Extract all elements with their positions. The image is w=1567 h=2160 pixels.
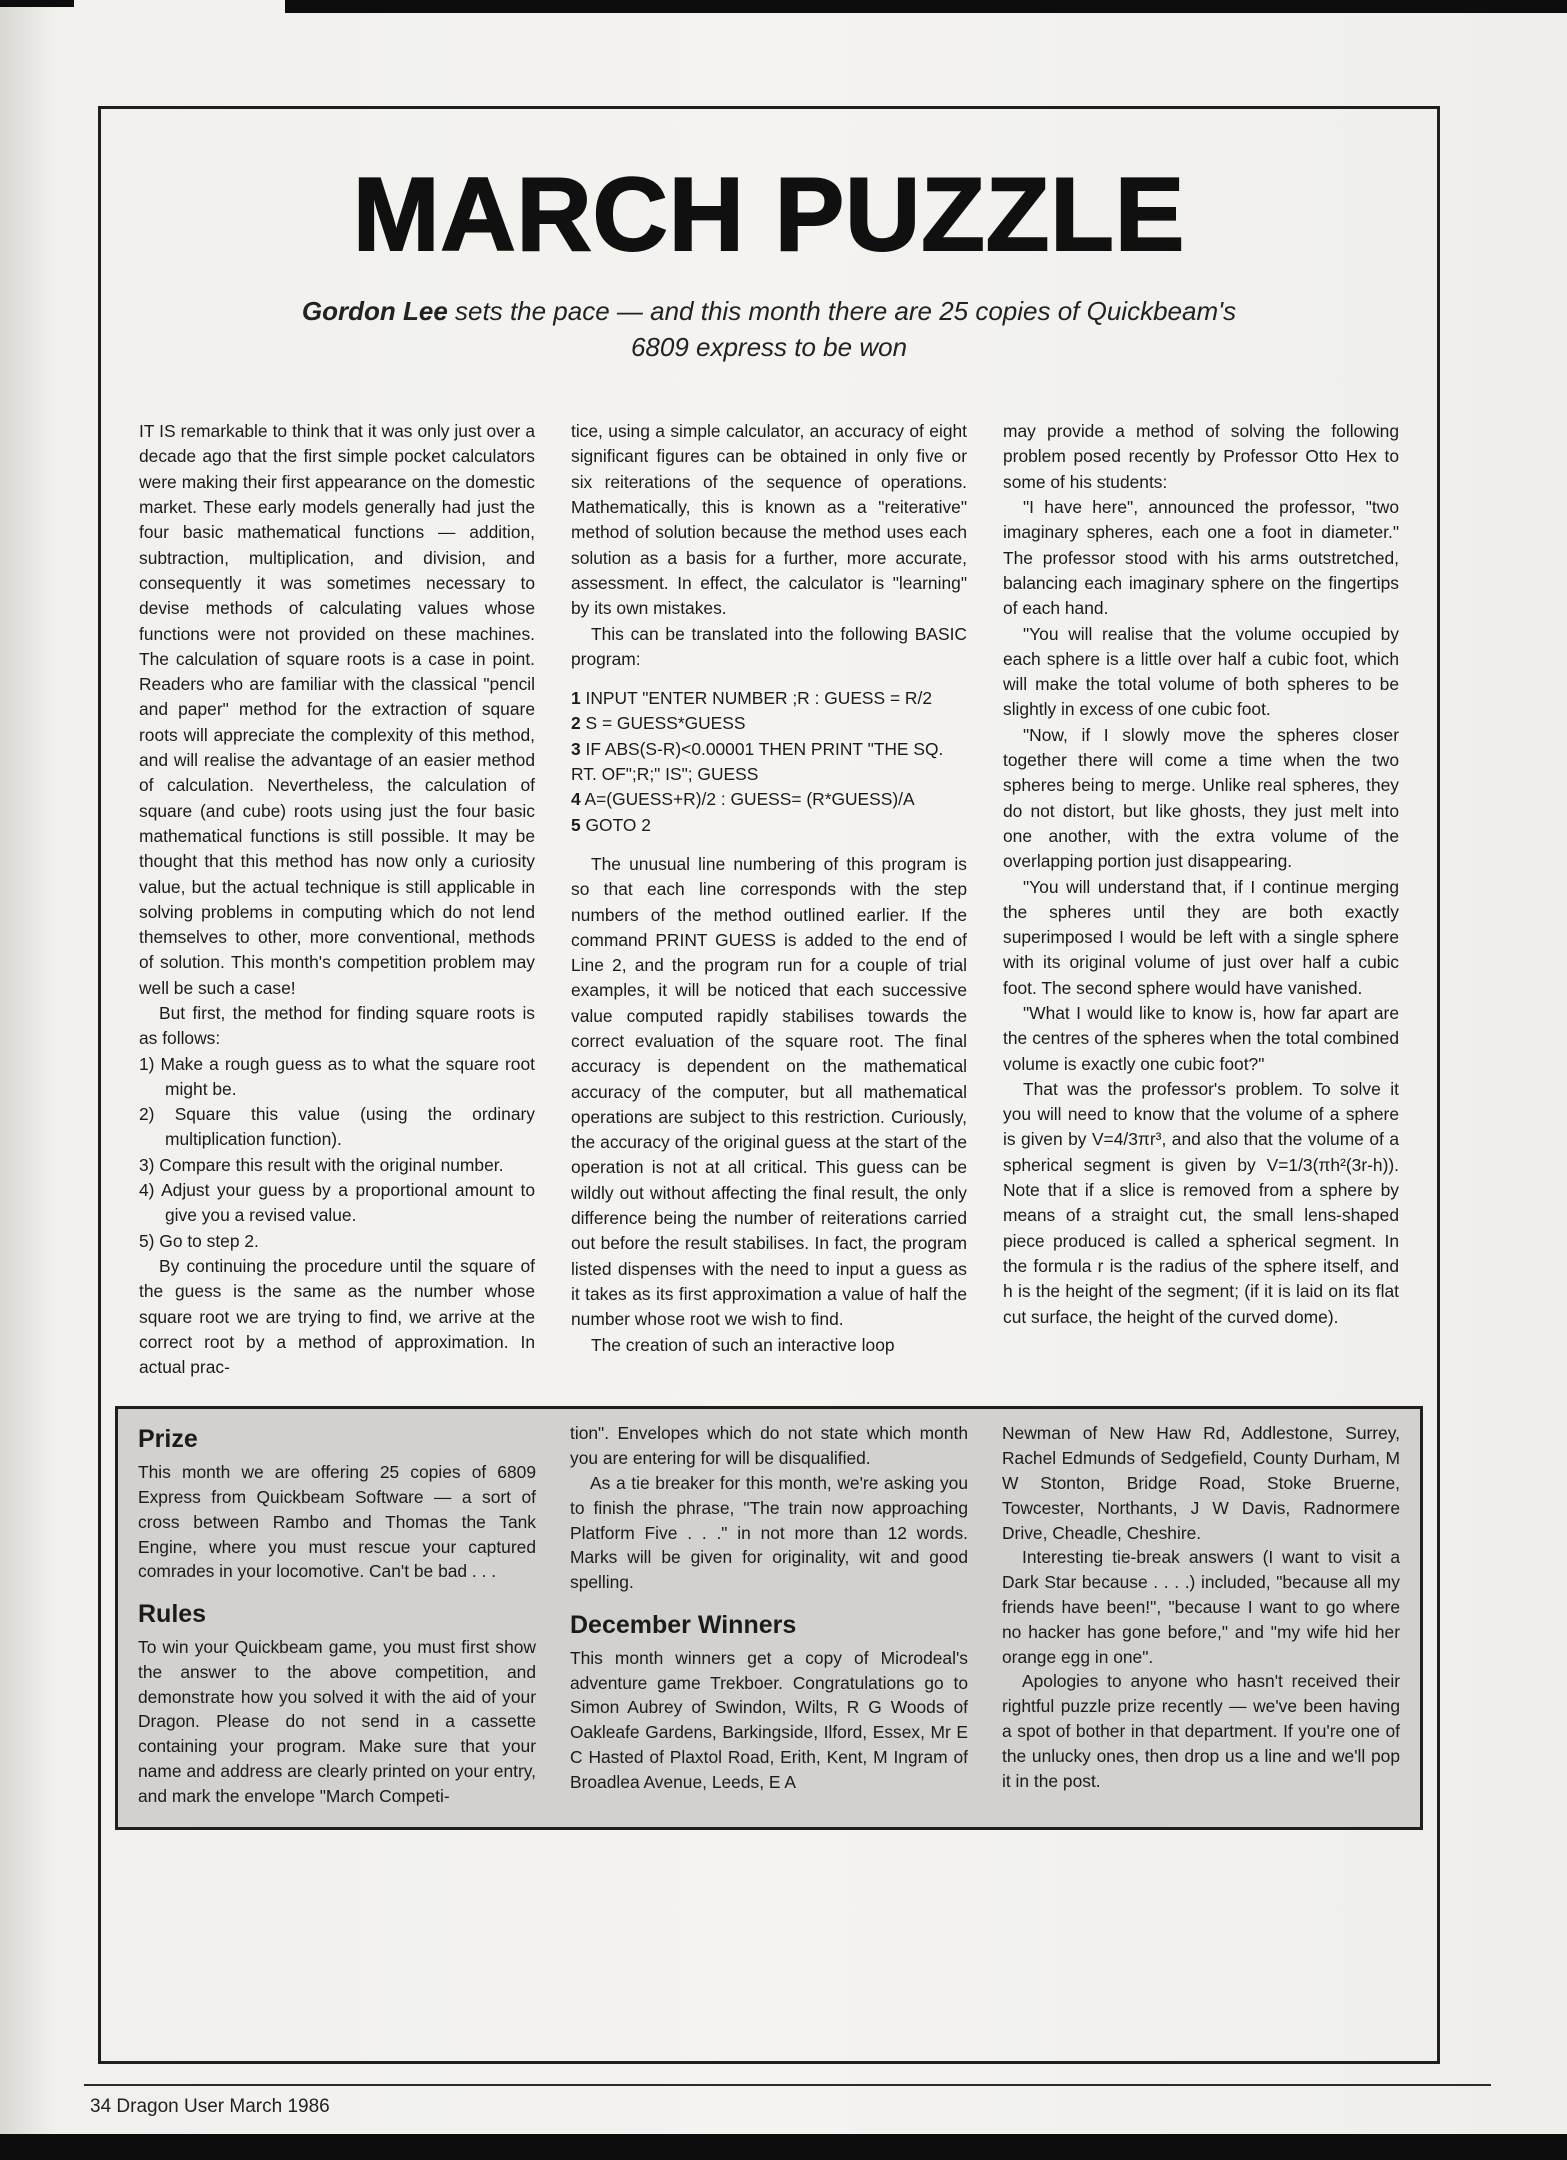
paragraph: tion". Envelopes which do not state which month you are entering for will be disqualified. bbox=[570, 1423, 968, 1469]
paragraph: Newman of New Haw Rd, Addlestone, Surrey, Rachel Edmunds of Sedgefield, County Durham, M W Stonton, Bridge Road, Stoke Bruerne, Towcester, Northants, J W Davis, Radnormere Drive, Cheadle, Cheshire. bbox=[1002, 1423, 1400, 1543]
code-text: S = GUESS*GUESS bbox=[585, 713, 746, 734]
paragraph: Interesting tie-break answers (I want to visit a Dark Star because . . . .) included, "because all my friends have been!", "because I want to go where no hacker has gone before," and "my wife hid her orange egg in one". bbox=[1002, 1547, 1400, 1667]
paragraph: This month winners get a copy of Microdeal's adventure game Trekboer. Congratulations go to Simon Aubrey of Swindon, Wilts, R G Woods of Oakleafe Gardens, Barkingside, Ilford, Essex, Mr E C Hasted of Plaxtol Road, Erith, Kent, M Ingram of Broadlea Avenue, Leeds, E A bbox=[570, 1647, 968, 1792]
footer-rule bbox=[84, 2084, 1491, 2086]
list-item: 5) Go to step 2. bbox=[139, 1230, 259, 1251]
paragraph: "What I would like to know is, how far apart are the centres of the spheres when the total combined volume is exactly one cubic foot?" bbox=[1003, 1002, 1399, 1074]
paragraph: may provide a method of solving the following problem posed recently by Professor Otto Hex to some of his students: bbox=[1003, 421, 1399, 492]
scan-edge-corner bbox=[0, 0, 74, 7]
paragraph: By continuing the procedure until the square of the guess is the same as the number whose square root we are trying to find, we arrive at the correct root by a method of approximation. In actual prac- bbox=[139, 1255, 535, 1378]
code-line bbox=[571, 711, 967, 736]
article-body bbox=[139, 419, 1399, 1380]
scan-edge-bottom bbox=[0, 2134, 1567, 2160]
article-column-1 bbox=[139, 419, 535, 1380]
paragraph: Apologies to anyone who hasn't received their rightful puzzle prize recently — we've been having a spot of bother in that department. If you're one of the unlucky ones, then drop us a line and we'll pop it in the post. bbox=[1002, 1671, 1400, 1791]
paragraph: This can be translated into the following BASIC program: bbox=[571, 623, 967, 669]
code-line bbox=[571, 737, 967, 788]
page-title: MARCH PUZZLE bbox=[352, 157, 1186, 273]
list-item: 3) Compare this result with the original number. bbox=[139, 1154, 504, 1175]
standfirst-line1: sets the pace — and this month there are 25 copies of Quickbeam's bbox=[447, 296, 1237, 327]
code-text: IF ABS(S-R)<0.00001 THEN PRINT "THE SQ. RT. OF";R;" IS"; GUESS bbox=[571, 738, 944, 785]
prize-heading: Prize bbox=[138, 1425, 198, 1454]
code-text: A=(GUESS+R)/2 : GUESS= (R*GUESS)/A bbox=[584, 789, 915, 810]
list-item: 1) Make a rough guess as to what the square root might be. bbox=[139, 1053, 535, 1099]
code-line bbox=[571, 813, 967, 838]
prize-column-3 bbox=[1002, 1421, 1400, 1808]
paragraph: "You will realise that the volume occupied by each sphere is a little over half a cubic foot, which will make the total volume of both spheres to be slightly in excess of one cubic foot. bbox=[1003, 623, 1399, 720]
article-column-3 bbox=[1003, 419, 1399, 1380]
paragraph: But first, the method for finding square roots is as follows: bbox=[139, 1002, 535, 1049]
paragraph: IT IS remarkable to think that it was only just over a decade ago that the first simple pocket calculators were making their first appearance on the domestic market. These early models generally had just the four basic mathematical functions — addition, subtraction, multiplication, and division, and consequently it was sometimes necessary to devise methods of calculating values whose functions were not provided on these machines. The calculation of square roots is a case in point. Readers who are familiar with the classical "pencil and paper" method for the extraction of square roots will appreciate the complexity of this method, and will realise the advantage of an easier method of calculation. Nevertheless, the calculation of square (and cube) roots using just the four basic mathematical functions is still possible. It may be thought that this method has now only a curiosity value, but the actual technique is still applicable in solving problems in computing which do not lend themselves to other, more conventional, methods of solution. This month's competition problem may well be such a case! bbox=[139, 421, 535, 998]
paragraph: This month we are offering 25 copies of 6809 Express from Quickbeam Software — a sort of cross between Rambo and Thomas the Tank Engine, where you must rescue your captured comrades in your locomotive. Can't be bad . . . bbox=[138, 1462, 536, 1582]
paragraph: As a tie breaker for this month, we're asking you to finish the phrase, "The train now approaching Platform Five . . ." in not more than 12 words. Marks will be given for originality, wit and good spelling. bbox=[570, 1473, 968, 1593]
prize-column-1 bbox=[138, 1421, 536, 1808]
line-number: 4 bbox=[571, 789, 581, 810]
page-footer: 34 Dragon User March 1986 bbox=[90, 2096, 330, 2117]
author-name: Gordon Lee bbox=[301, 296, 448, 327]
standfirst-line2: 6809 express to be won bbox=[630, 332, 908, 363]
list-item: 2) Square this value (using the ordinary multiplication function). bbox=[139, 1104, 535, 1150]
code-line bbox=[571, 686, 967, 711]
paragraph: "I have here", announced the professor, "two imaginary spheres, each one a foot in diameter." The professor stood with his arms outstretched, balancing each imaginary sphere on the fingertips of each hand. bbox=[1003, 497, 1399, 619]
line-number: 5 bbox=[571, 814, 581, 835]
prize-column-2 bbox=[570, 1421, 968, 1808]
december-winners-heading: December Winners bbox=[570, 1611, 797, 1640]
paragraph: "Now, if I slowly move the spheres closer together there will come a time when the two spheres being to merge. Unlike real spheres, they do not distort, but like ghosts, they just melt into one another, with the extra volume of the overlapping portion just disappearing. bbox=[1003, 724, 1399, 872]
paragraph: To win your Quickbeam game, you must first show the answer to the above competition, and demonstrate how you solved it with the aid of your Dragon. Please do not send in a cassette containing your program. Make sure that your name and address are clearly printed on your entry, and mark the envelope "March Competi- bbox=[138, 1637, 536, 1806]
basic-program-listing bbox=[571, 686, 967, 838]
line-number: 1 bbox=[571, 688, 581, 709]
paragraph: The creation of such an interactive loop bbox=[591, 1334, 895, 1355]
code-text: GOTO 2 bbox=[585, 814, 651, 835]
article-standfirst bbox=[139, 293, 1399, 365]
paragraph: "You will understand that, if I continue merging the spheres until they are both exactly superimposed I would be left with a single sphere with its original volume of just over half a cubic foot. The second sphere would have vanished. bbox=[1003, 876, 1399, 998]
numbered-method-list bbox=[139, 1052, 535, 1254]
scan-edge-top bbox=[285, 0, 1567, 13]
article-frame bbox=[98, 106, 1440, 2064]
line-number: 2 bbox=[571, 713, 581, 734]
code-text: INPUT "ENTER NUMBER ;R : GUESS = R/2 bbox=[585, 688, 932, 709]
list-item: 4) Adjust your guess by a proportional amount to give you a revised value. bbox=[139, 1180, 535, 1226]
paragraph: That was the professor's problem. To solve it you will need to know that the volume of a sphere is given by V=4/3πr³, and also that the volume of a spherical segment is given by V=1/3(πh²(3r-h)). Note that if a slice is removed from a sphere by means of a straight cut, the small lens-shaped piece produced is called a spherical segment. In the formula r is the radius of the sphere itself, and h is the height of the segment; (if it is laid on its flat cut surface, the height of the curved dome). bbox=[1003, 1078, 1399, 1327]
paragraph: The unusual line numbering of this program is so that each line corresponds with the step numbers of the method outlined earlier. If the command PRINT GUESS is added to the end of Line 2, and the program run for a couple of trial examples, it will be noticed that each successive value computed rapidly stabilises towards the correct evaluation of the square root. The final accuracy is dependent on the mathematical accuracy of the computer, but all mathematical operations are subject to this restriction. Curiously, the accuracy of the original guess at the start of the operation is not at all critical. This guess can be wildly out without affecting the final result, the only difference being the number of reiterations carried out before the result stabilises. In fact, the program listed dispenses with the need to input a guess as it takes as its first approximation a value of half the number whose root we wish to find. bbox=[571, 853, 967, 1330]
line-number: 3 bbox=[571, 738, 581, 759]
paragraph: tice, using a simple calculator, an accuracy of eight significant figures can be obtained in only five or six reiterations of the sequence of operations. Mathematically, this is known as a "reiterative" method of solution because the method uses each solution as a basis for a further, more accurate, assessment. In effect, the calculator is "learning" by its own mistakes. bbox=[571, 421, 967, 619]
competition-panel bbox=[115, 1406, 1423, 1829]
article-column-2 bbox=[571, 419, 967, 1380]
rules-heading: Rules bbox=[138, 1600, 207, 1629]
code-line bbox=[571, 787, 967, 812]
